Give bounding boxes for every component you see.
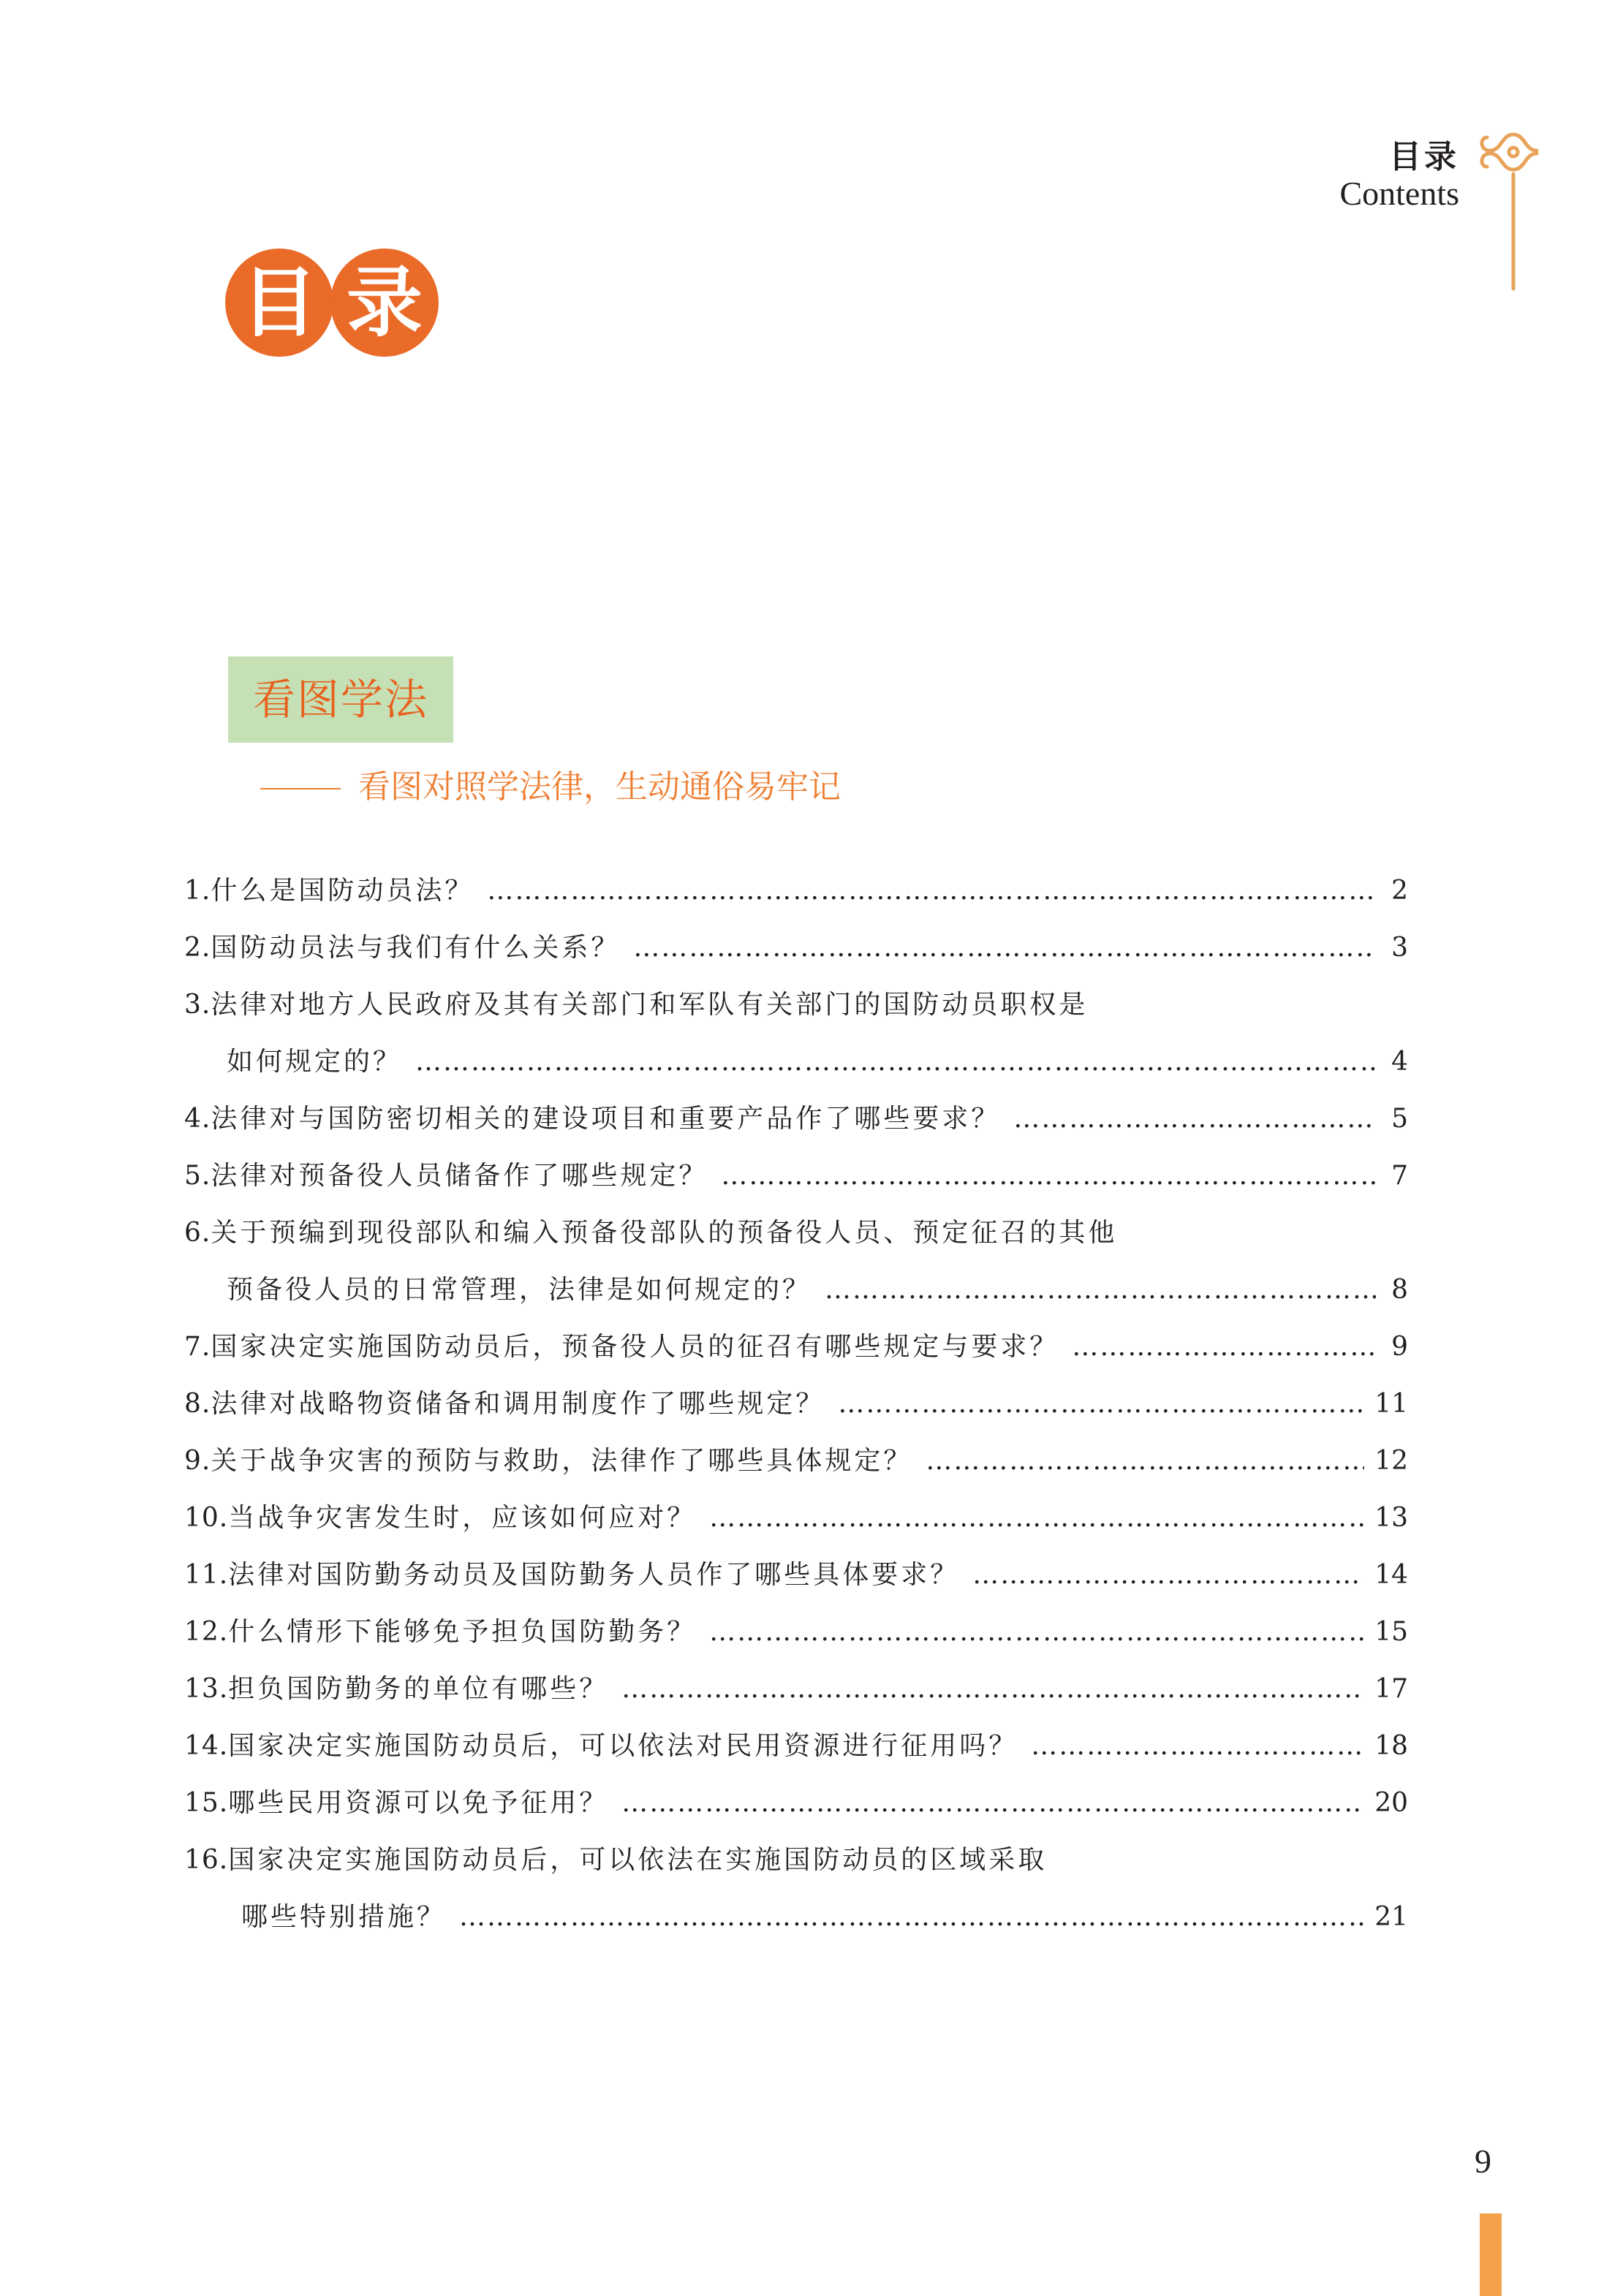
page-title-char: 录 <box>330 249 439 357</box>
toc-leader <box>709 1604 1364 1661</box>
toc-text: 哪些特别措施？ <box>241 1902 447 1932</box>
toc-leader <box>972 1547 1364 1604</box>
toc-entry[interactable] <box>184 1604 1408 1661</box>
toc-text: 法律对地方人民政府及其有关部门和军队有关部门的国防动员职权是 <box>211 990 1089 1020</box>
toc-page: 11 <box>1374 1389 1408 1419</box>
table-of-contents <box>184 863 1408 1946</box>
toc-text: 什么情形下能够免予担负国防勤务？ <box>228 1617 697 1647</box>
toc-leader <box>926 1433 1364 1490</box>
running-header-title: 目录 <box>1389 138 1459 175</box>
toc-page: 7 <box>1391 1161 1408 1191</box>
toc-entry[interactable] <box>184 1718 1408 1775</box>
toc-entry-continuation[interactable] <box>184 1034 1408 1091</box>
toc-entry[interactable] <box>184 1205 1408 1262</box>
toc-entry[interactable] <box>184 1832 1408 1889</box>
toc-leader <box>838 1376 1364 1433</box>
toc-text: 担负国防勤务的单位有哪些？ <box>228 1674 609 1704</box>
toc-leader <box>621 1775 1364 1832</box>
scroll-ornament-icon <box>1477 124 1543 292</box>
toc-number: 4. <box>184 1104 211 1134</box>
toc-entry[interactable] <box>184 1148 1408 1205</box>
toc-text: 关于预编到现役部队和编入预备役部队的预备役人员、预定征召的其他 <box>211 1218 1118 1248</box>
toc-entry[interactable] <box>184 1547 1408 1604</box>
toc-page: 21 <box>1374 1902 1408 1932</box>
toc-entry[interactable] <box>184 920 1408 977</box>
toc-page: 14 <box>1374 1560 1408 1590</box>
toc-number: 11. <box>184 1560 229 1590</box>
toc-number: 7. <box>184 1332 211 1362</box>
toc-number: 12. <box>184 1617 229 1647</box>
toc-number: 6. <box>184 1218 211 1248</box>
toc-entry[interactable] <box>184 1091 1408 1148</box>
toc-leader <box>415 1034 1376 1091</box>
toc-number: 14. <box>184 1731 229 1761</box>
toc-page: 18 <box>1374 1731 1408 1761</box>
toc-number: 13. <box>184 1674 229 1704</box>
toc-page: 5 <box>1391 1104 1408 1134</box>
edge-tab-marker <box>1480 2213 1502 2296</box>
toc-leader <box>825 1262 1376 1319</box>
toc-leader <box>1031 1718 1364 1775</box>
toc-number: 16. <box>184 1845 229 1875</box>
section-title: 看图学法 <box>228 656 453 743</box>
toc-text: 当战争灾害发生时，应该如何应对？ <box>228 1503 697 1533</box>
toc-text: 国家决定实施国防动员后，可以依法对民用资源进行征用吗？ <box>228 1731 1018 1761</box>
dash-rule <box>260 788 341 789</box>
toc-entry-continuation[interactable] <box>184 1889 1408 1946</box>
toc-page: 12 <box>1374 1446 1408 1476</box>
toc-number: 2. <box>184 933 211 963</box>
toc-leader <box>1072 1319 1376 1376</box>
running-header-subtitle: Contents <box>1339 175 1459 212</box>
toc-text: 法律对与国防密切相关的建设项目和重要产品作了哪些要求？ <box>211 1104 1001 1134</box>
toc-text: 国家决定实施国防动员后，预备役人员的征召有哪些规定与要求？ <box>211 1332 1059 1362</box>
toc-page: 3 <box>1391 933 1408 963</box>
toc-entry-continuation[interactable] <box>184 1262 1408 1319</box>
toc-text: 哪些民用资源可以免予征用？ <box>228 1788 609 1818</box>
toc-entry[interactable] <box>184 1376 1408 1433</box>
toc-number: 8. <box>184 1389 211 1419</box>
toc-page: 8 <box>1391 1275 1408 1305</box>
toc-leader <box>721 1148 1376 1205</box>
page-number: 9 <box>1475 2142 1491 2180</box>
section-subtitle <box>260 760 841 807</box>
toc-number: 3. <box>184 990 211 1020</box>
toc-leader <box>709 1490 1364 1547</box>
toc-leader <box>487 863 1376 920</box>
toc-text: 什么是国防动员法？ <box>211 876 474 906</box>
toc-text: 预备役人员的日常管理，法律是如何规定的？ <box>227 1275 812 1305</box>
toc-entry[interactable] <box>184 1490 1408 1547</box>
toc-entry[interactable] <box>184 1775 1408 1832</box>
toc-number: 5. <box>184 1161 211 1191</box>
toc-text: 如何规定的？ <box>227 1047 403 1077</box>
toc-leader <box>1013 1091 1376 1148</box>
toc-text: 法律对战略物资储备和调用制度作了哪些规定？ <box>211 1389 825 1419</box>
toc-number: 1. <box>184 876 211 906</box>
toc-page: 17 <box>1374 1674 1408 1704</box>
toc-text: 法律对国防勤务动员及国防勤务人员作了哪些具体要求？ <box>228 1560 960 1590</box>
toc-entry[interactable] <box>184 1661 1408 1718</box>
toc-page: 9 <box>1391 1332 1408 1362</box>
toc-leader <box>459 1889 1364 1946</box>
toc-number: 15. <box>184 1788 229 1818</box>
toc-number: 9. <box>184 1446 211 1476</box>
toc-text: 国家决定实施国防动员后，可以依法在实施国防动员的区域采取 <box>228 1845 1048 1875</box>
toc-text: 国防动员法与我们有什么关系？ <box>211 933 621 963</box>
toc-entry[interactable] <box>184 1319 1408 1376</box>
toc-text: 法律对预备役人员储备作了哪些规定？ <box>211 1161 708 1191</box>
toc-leader <box>633 920 1376 977</box>
toc-text: 关于战争灾害的预防与救助，法律作了哪些具体规定？ <box>211 1446 913 1476</box>
toc-entry[interactable] <box>184 1433 1408 1490</box>
toc-page: 2 <box>1391 876 1408 906</box>
page-title-char: 目 <box>225 249 333 357</box>
section-subtitle-text: 看图对照学法律，生动通俗易牢记 <box>358 768 841 806</box>
toc-entry[interactable] <box>184 863 1408 920</box>
toc-page: 13 <box>1374 1503 1408 1533</box>
toc-page: 20 <box>1374 1788 1408 1818</box>
toc-number: 10. <box>184 1503 229 1533</box>
page-title <box>225 249 444 358</box>
toc-entry[interactable] <box>184 977 1408 1034</box>
toc-leader <box>621 1661 1364 1718</box>
toc-page: 15 <box>1374 1617 1408 1647</box>
toc-page: 4 <box>1391 1047 1408 1077</box>
